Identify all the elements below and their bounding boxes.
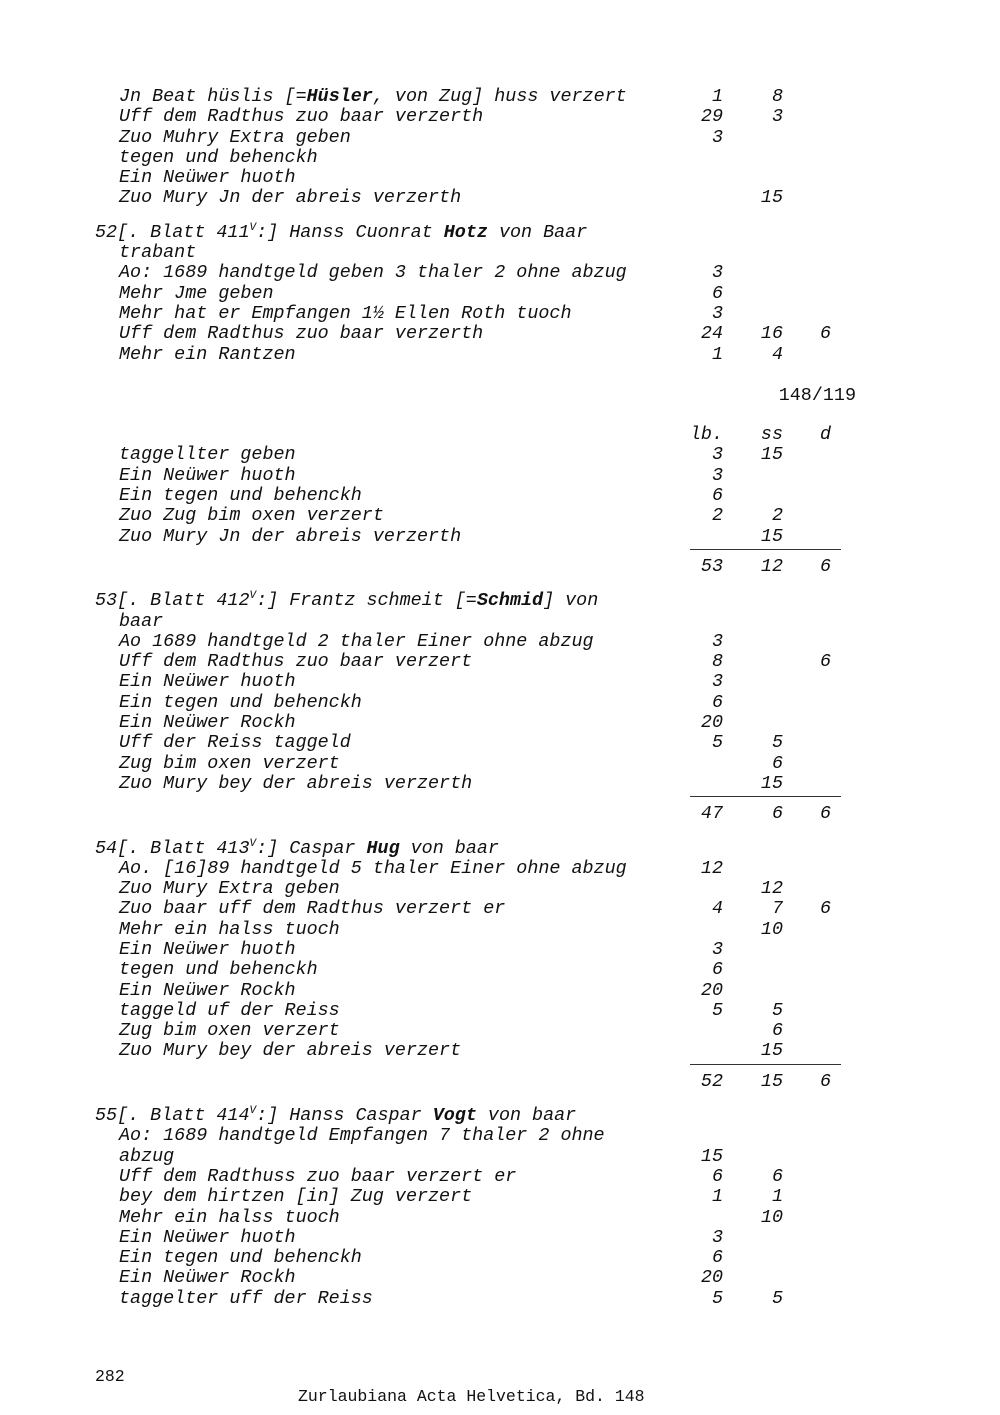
ledger-row [0, 612, 1000, 632]
row-text [95, 223, 587, 243]
text-segment: 55[. Blatt 414 [95, 1105, 250, 1127]
amount-lb: 3 [711, 126, 723, 148]
folio-number [0, 386, 1000, 406]
text-segment: Zuo Mury bey der abreis verzert [119, 1040, 462, 1062]
text-segment: Ein Neüwer huoth [119, 671, 296, 693]
text-segment: Uff dem Radthus zuo baar verzert [119, 651, 473, 673]
amount-ss: 12 [760, 555, 783, 577]
amount-ss: 12 [760, 878, 783, 900]
text-segment: Uff der Reiss taggeld [119, 732, 351, 754]
text-segment: Zuo Mury Jn der abreis verzerth [119, 187, 462, 209]
row-text [119, 486, 362, 506]
amount-ss: 2 [771, 505, 783, 527]
amount-lb: lb. [689, 424, 723, 446]
row-text [119, 1187, 472, 1207]
text-segment: Mehr hat er Empfangen 1½ Ellen Roth tuoch [119, 302, 572, 324]
amount-d: d [819, 424, 831, 446]
row-text [119, 774, 472, 794]
entry-heading [0, 1106, 1000, 1126]
row-text [119, 899, 505, 919]
ledger-row [0, 859, 1000, 879]
ledger-row [0, 754, 1000, 774]
verso-mark: V [249, 837, 257, 850]
verso-mark: V [249, 221, 257, 234]
ledger-row [0, 466, 1000, 486]
ledger-row [0, 1208, 1000, 1228]
ledger-row [0, 128, 1000, 148]
ledger-row [0, 981, 1000, 1001]
row-text [119, 693, 362, 713]
ledger-row [0, 920, 1000, 940]
row-text [119, 632, 594, 652]
entry-heading [0, 591, 1000, 611]
ledger-row [0, 652, 1000, 672]
amount-lb: 3 [711, 302, 723, 324]
column-headers [0, 425, 1000, 445]
amount-lb: 6 [711, 1165, 723, 1187]
ledger-row [0, 1167, 1000, 1187]
text-segment: Uff dem Radthus zuo baar verzerth [119, 106, 484, 128]
row-text [119, 466, 296, 486]
text-segment: :] Frantz schmeit [= [256, 590, 477, 612]
document-body [0, 87, 1000, 1309]
text-segment: Zuo baar uff dem Radthus verzert er [119, 898, 506, 920]
ledger-row [0, 1248, 1000, 1268]
row-text [119, 345, 296, 365]
amount-d: 6 [819, 323, 831, 345]
amount-ss: 10 [760, 918, 783, 940]
amount-ss: 7 [771, 898, 783, 920]
amount-lb: 2 [711, 505, 723, 527]
ledger-row [0, 1021, 1000, 1041]
row-text [119, 527, 461, 547]
row-text [119, 1041, 461, 1061]
text-segment: tegen und behenckh [119, 959, 318, 981]
amount-lb: 24 [700, 323, 723, 345]
row-text [119, 87, 627, 107]
text-segment: bey dem hirtzen [in] Zug verzert [119, 1186, 473, 1208]
text-segment: taggellter geben [119, 444, 296, 466]
amount-lb: 3 [711, 262, 723, 284]
amount-ss: 6 [771, 1020, 783, 1042]
amount-lb: 15 [700, 1145, 723, 1167]
text-segment: abzug [119, 1145, 175, 1167]
text-segment: taggeld uf der Reiss [119, 999, 340, 1021]
amount-lb: 20 [700, 712, 723, 734]
amount-ss: 10 [760, 1206, 783, 1228]
ledger-row [0, 87, 1000, 107]
text-segment: Zuo Muhry Extra geben [119, 126, 351, 148]
amount-ss: 6 [771, 752, 783, 774]
row-text [119, 960, 318, 980]
row-text [119, 713, 296, 733]
amount-lb: 20 [700, 1267, 723, 1289]
amount-ss: 16 [760, 323, 783, 345]
amount-lb: 12 [700, 857, 723, 879]
row-text [119, 324, 483, 344]
row-text [119, 859, 627, 879]
text-segment: Ein Neüwer Rockh [119, 979, 296, 1001]
amount-ss: 6 [771, 803, 783, 825]
text-segment: :] Hanss Caspar [256, 1105, 433, 1127]
row-text [119, 188, 461, 208]
amount-lb: 1 [711, 1186, 723, 1208]
text-segment: Mehr ein halss tuoch [119, 1206, 340, 1228]
amount-lb: 5 [711, 1287, 723, 1309]
amount-ss: 5 [771, 999, 783, 1021]
amount-d: 6 [819, 555, 831, 577]
amount-lb: 6 [711, 691, 723, 713]
ledger-row [0, 693, 1000, 713]
page-number: 282 [95, 1367, 125, 1386]
verso-mark: V [249, 590, 257, 603]
amount-lb: 20 [700, 979, 723, 1001]
row-text [119, 168, 296, 188]
row-text [119, 243, 196, 263]
amount-ss: 15 [760, 525, 783, 547]
row-text [119, 672, 296, 692]
text-segment: von baar [399, 837, 499, 859]
amount-lb: 53 [700, 555, 723, 577]
ledger-row [0, 263, 1000, 283]
text-segment: Ao 1689 handtgeld 2 thaler Einer ohne abzug [119, 630, 594, 652]
amount-ss: 3 [771, 106, 783, 128]
amount-lb: 47 [700, 803, 723, 825]
text-segment: Zuo Mury Extra geben [119, 878, 340, 900]
ledger-row [0, 960, 1000, 980]
sum-row [0, 557, 1000, 577]
amount-ss: 5 [771, 732, 783, 754]
text-segment: Ein Neüwer huoth [119, 464, 296, 486]
ledger-row [0, 188, 1000, 208]
ledger-row [0, 713, 1000, 733]
amount-ss: ss [760, 424, 783, 446]
amount-lb: 6 [711, 959, 723, 981]
row-text [119, 1147, 174, 1167]
row-text [119, 920, 340, 940]
bold-name: Hüsler [306, 86, 373, 107]
ledger-row [0, 345, 1000, 365]
row-text [119, 1228, 296, 1248]
amount-ss: 5 [771, 1287, 783, 1309]
row-text [119, 612, 163, 632]
sum-row [0, 804, 1000, 824]
text-segment: Zuo Zug bim oxen verzert [119, 505, 384, 527]
bold-name: Schmid [476, 590, 544, 612]
amount-lb: 1 [711, 86, 723, 107]
ledger-row [0, 733, 1000, 753]
row-text [119, 284, 274, 304]
row-text [119, 1126, 605, 1146]
row-text [119, 148, 318, 168]
text-segment: Mehr ein halss tuoch [119, 918, 340, 940]
row-text [119, 1268, 296, 1288]
amount-ss: 8 [771, 86, 783, 107]
row-text [119, 1208, 340, 1228]
amount-ss: 15 [760, 444, 783, 466]
ledger-row [0, 672, 1000, 692]
row-text [95, 591, 598, 611]
ledger-row [0, 324, 1000, 344]
amount-ss: 15 [760, 1040, 783, 1062]
row-text [779, 386, 856, 406]
ledger-row [0, 899, 1000, 919]
amount-d: 6 [819, 1070, 831, 1092]
row-text [95, 1106, 576, 1126]
amount-lb: 4 [711, 898, 723, 920]
amount-d: 6 [819, 803, 831, 825]
text-segment: Uff dem Radthus zuo baar verzerth [119, 323, 484, 345]
text-segment: Zug bim oxen verzert [119, 1020, 340, 1042]
text-segment: Ao. [16]89 handtgeld 5 thaler Einer ohne abzug [119, 857, 627, 879]
ledger-row [0, 1268, 1000, 1288]
amount-lb: 3 [711, 444, 723, 466]
text-segment: Zuo Mury bey der abreis verzerth [119, 772, 473, 794]
text-segment: tegen und behenckh [119, 146, 318, 168]
entry-heading [0, 223, 1000, 243]
page-footer [0, 1347, 1000, 1407]
text-segment: Mehr ein Rantzen [119, 343, 296, 365]
ledger-row [0, 1187, 1000, 1207]
text-segment: 53[. Blatt 412 [95, 590, 250, 612]
ledger-row [0, 632, 1000, 652]
amount-lb: 6 [711, 282, 723, 304]
row-text [119, 506, 384, 526]
text-segment: Ein tegen und behenckh [119, 485, 362, 507]
amount-lb: 6 [711, 485, 723, 507]
amount-ss: 6 [771, 1165, 783, 1187]
ledger-row [0, 506, 1000, 526]
amount-ss: 4 [771, 343, 783, 365]
text-segment: :] Caspar [256, 837, 367, 859]
amount-lb: 3 [711, 671, 723, 693]
text-segment: Ein Neüwer Rockh [119, 1267, 296, 1289]
amount-lb: 52 [700, 1070, 723, 1092]
amount-lb: 6 [711, 1247, 723, 1269]
ledger-row [0, 1126, 1000, 1146]
row-text [119, 940, 296, 960]
ledger-row [0, 1228, 1000, 1248]
sum-row [0, 1072, 1000, 1092]
bold-name: Hotz [443, 221, 488, 243]
text-segment: Ein Neüwer huoth [119, 1226, 296, 1248]
text-segment: 54[. Blatt 413 [95, 837, 250, 859]
text-segment: Jn Beat hüslis [= [119, 86, 307, 107]
row-text [119, 1289, 373, 1309]
row-text [119, 304, 571, 324]
bold-name: Hug [366, 837, 400, 859]
ledger-row [0, 774, 1000, 794]
ledger-row [0, 1001, 1000, 1021]
text-segment: von Baar [487, 221, 588, 243]
text-segment: Ein tegen und behenckh [119, 1247, 362, 1269]
bold-name: Vogt [432, 1105, 477, 1127]
row-text [119, 263, 627, 283]
text-segment: Ein Neüwer huoth [119, 167, 296, 189]
row-text [119, 879, 340, 899]
amount-lb: 3 [711, 1226, 723, 1248]
text-segment: Mehr Jme geben [119, 282, 274, 304]
ledger-row [0, 1041, 1000, 1061]
row-text [119, 107, 483, 127]
verso-mark: V [249, 1105, 257, 1118]
row-text [119, 981, 296, 1001]
amount-ss: 15 [760, 1070, 783, 1092]
amount-lb: 5 [711, 999, 723, 1021]
entry-heading [0, 839, 1000, 859]
ledger-row [0, 879, 1000, 899]
ledger-row [0, 1147, 1000, 1167]
ledger-row [0, 243, 1000, 263]
amount-lb: 3 [711, 630, 723, 652]
row-text [119, 754, 340, 774]
ledger-row [0, 148, 1000, 168]
text-segment: Uff dem Radthuss zuo baar verzert er [119, 1165, 517, 1187]
text-segment: , von Zug] huss verzert [372, 86, 627, 107]
text-segment: ] von [543, 590, 599, 612]
row-text [119, 652, 472, 672]
text-segment: Ein tegen und behenckh [119, 691, 362, 713]
ledger-row [0, 527, 1000, 547]
amount-d: 6 [819, 651, 831, 673]
text-segment: :] Hanss Cuonrat [256, 221, 444, 243]
ledger-row [0, 168, 1000, 188]
amount-lb: 29 [700, 106, 723, 128]
ledger-row [0, 304, 1000, 324]
text-segment: Ein Neüwer huoth [119, 938, 296, 960]
footer-title: Zurlaubiana Acta Helvetica, Bd. 148 [298, 1387, 645, 1406]
ledger-row [0, 107, 1000, 127]
row-text [119, 1001, 340, 1021]
ledger-row [0, 1289, 1000, 1309]
ledger-row [0, 940, 1000, 960]
amount-lb: 5 [711, 732, 723, 754]
amount-d: 6 [819, 898, 831, 920]
row-text [119, 1167, 516, 1187]
amount-lb: 1 [711, 343, 723, 365]
text-segment: 148/119 [778, 384, 856, 406]
row-text [119, 1021, 340, 1041]
ledger-row [0, 486, 1000, 506]
amount-ss: 15 [760, 187, 783, 209]
text-segment: Zuo Mury Jn der abreis verzerth [119, 525, 462, 547]
row-text [119, 128, 351, 148]
row-text [119, 733, 351, 753]
ledger-row [0, 445, 1000, 465]
text-segment: von baar [476, 1105, 577, 1127]
amount-ss: 1 [771, 1186, 783, 1208]
row-text [119, 445, 296, 465]
text-segment: Ao: 1689 handtgeld geben 3 thaler 2 ohne abzug [119, 262, 627, 284]
row-text [95, 839, 499, 859]
amount-lb: 8 [711, 651, 723, 673]
amount-lb: 3 [711, 938, 723, 960]
text-segment: Ao: 1689 handtgeld Empfangen 7 thaler 2 ohne [119, 1125, 605, 1147]
text-segment: Zug bim oxen verzert [119, 752, 340, 774]
text-segment: trabant [119, 242, 197, 264]
text-segment: baar [119, 610, 164, 632]
ledger-row [0, 284, 1000, 304]
text-segment: Ein Neüwer Rockh [119, 712, 296, 734]
text-segment: 52[. Blatt 411 [95, 221, 250, 243]
text-segment: taggelter uff der Reiss [119, 1287, 373, 1309]
amount-lb: 3 [711, 464, 723, 486]
amount-ss: 15 [760, 772, 783, 794]
row-text [119, 1248, 362, 1268]
